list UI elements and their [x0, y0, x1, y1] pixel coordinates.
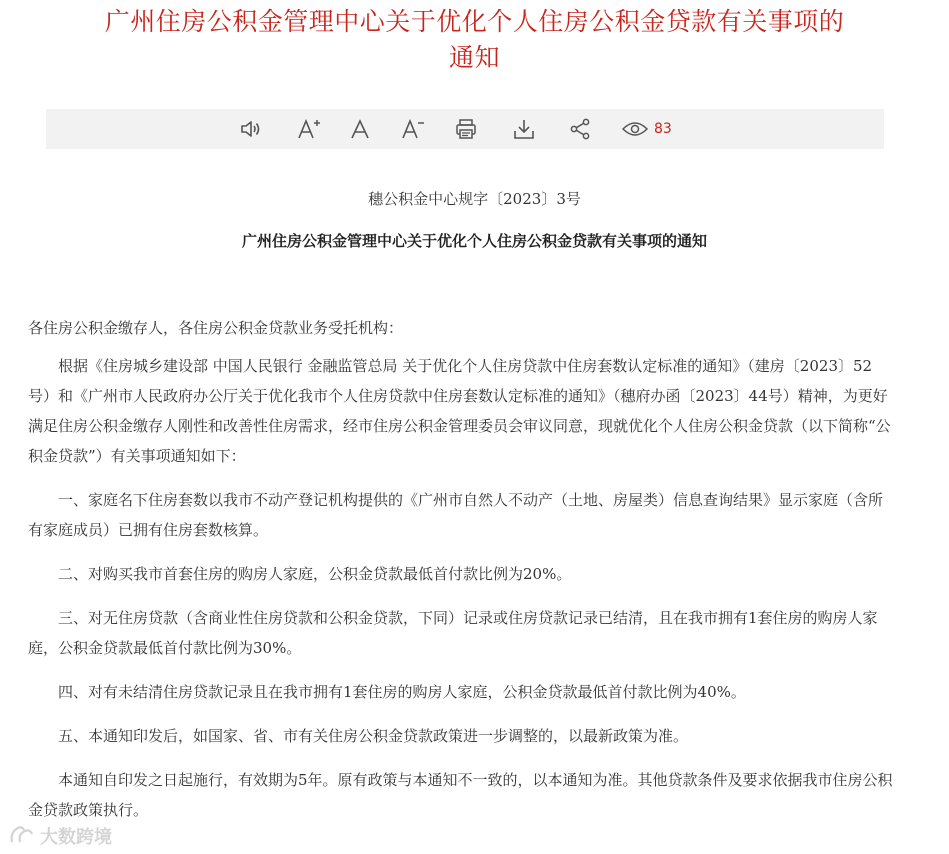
font-increase-icon [297, 118, 321, 140]
download-icon [513, 118, 535, 140]
paragraph: 五、本通知印发后，如国家、省、市有关住房公积金贷款政策进一步调整的，以最新政策为准。 [58, 727, 689, 745]
paragraph: 本通知自印发之日起施行，有效期为5年。原有政策与本通知不一致的，以本通知为准。其他贷款条件及要求依据我市住房公积金贷款政策执行。 [28, 771, 893, 819]
article-toolbar [46, 109, 884, 149]
font-decrease-icon [401, 118, 425, 140]
eye-icon [622, 120, 648, 138]
watermark-logo-icon [8, 822, 40, 851]
page-title-line2: 通知 [448, 43, 500, 72]
font-normal-icon [350, 118, 370, 140]
font-decrease-button[interactable] [400, 117, 426, 141]
paragraph: 四、对有未结清住房贷款记录且在我市拥有1套住房的购房人家庭，公积金贷款最低首付款比例为40%。 [58, 683, 746, 701]
speaker-button[interactable] [238, 117, 264, 141]
download-button[interactable] [512, 117, 536, 141]
share-icon [569, 118, 591, 140]
font-increase-button[interactable] [296, 117, 322, 141]
page-title [30, 4, 919, 76]
document-body [28, 313, 894, 839]
watermark-text: 大数跨境 [40, 827, 112, 848]
view-count [622, 117, 682, 141]
print-icon [455, 118, 477, 140]
greeting: 各住房公积金缴存人，各住房公积金贷款业务受托机构： [28, 319, 404, 337]
print-button[interactable] [454, 117, 478, 141]
watermark [8, 822, 112, 850]
view-count-value: 83 [654, 121, 672, 137]
paragraph: 一、家庭名下住房套数以我市不动产登记机构提供的《广州市自然人不动产（土地、房屋类）信息查询结果》显示家庭（含所有家庭成员）已拥有住房套数核算。 [28, 491, 884, 539]
speaker-icon [240, 119, 262, 139]
share-button[interactable] [568, 117, 592, 141]
paragraph: 二、对购买我市首套住房的购房人家庭，公积金贷款最低首付款比例为20%。 [58, 565, 572, 583]
font-normal-button[interactable] [348, 117, 372, 141]
paragraph: 三、对无住房贷款（含商业性住房贷款和公积金贷款，下同）记录或住房贷款记录已结清，且在我市拥有1套住房的购房人家庭，公积金贷款最低首付款比例为30%。 [28, 609, 878, 657]
page-title-line1: 广州住房公积金管理中心关于优化个人住房公积金贷款有关事项的 [104, 7, 845, 36]
document-number: 穗公积金中心规字〔2023〕3号 [368, 190, 581, 208]
paragraph: 根据《住房城乡建设部 中国人民银行 金融监管总局 关于优化个人住房贷款中住房套数认定标准的通知》（建房〔2023〕52号）和《广州市人民政府办公厅关于优化我市个人住房贷款中住房套数认定标准的通知》（穗府办函〔2023〕44号）精神，为更好满足住房公积金缴存人刚性和改善性住房需求，经市住房公积金管理委员会审议同意，现就优化个人住房公积金贷款（以下简称“公积金贷款”）有关事项通知如下： [28, 357, 891, 465]
document-title: 广州住房公积金管理中心关于优化个人住房公积金贷款有关事项的通知 [241, 232, 707, 250]
